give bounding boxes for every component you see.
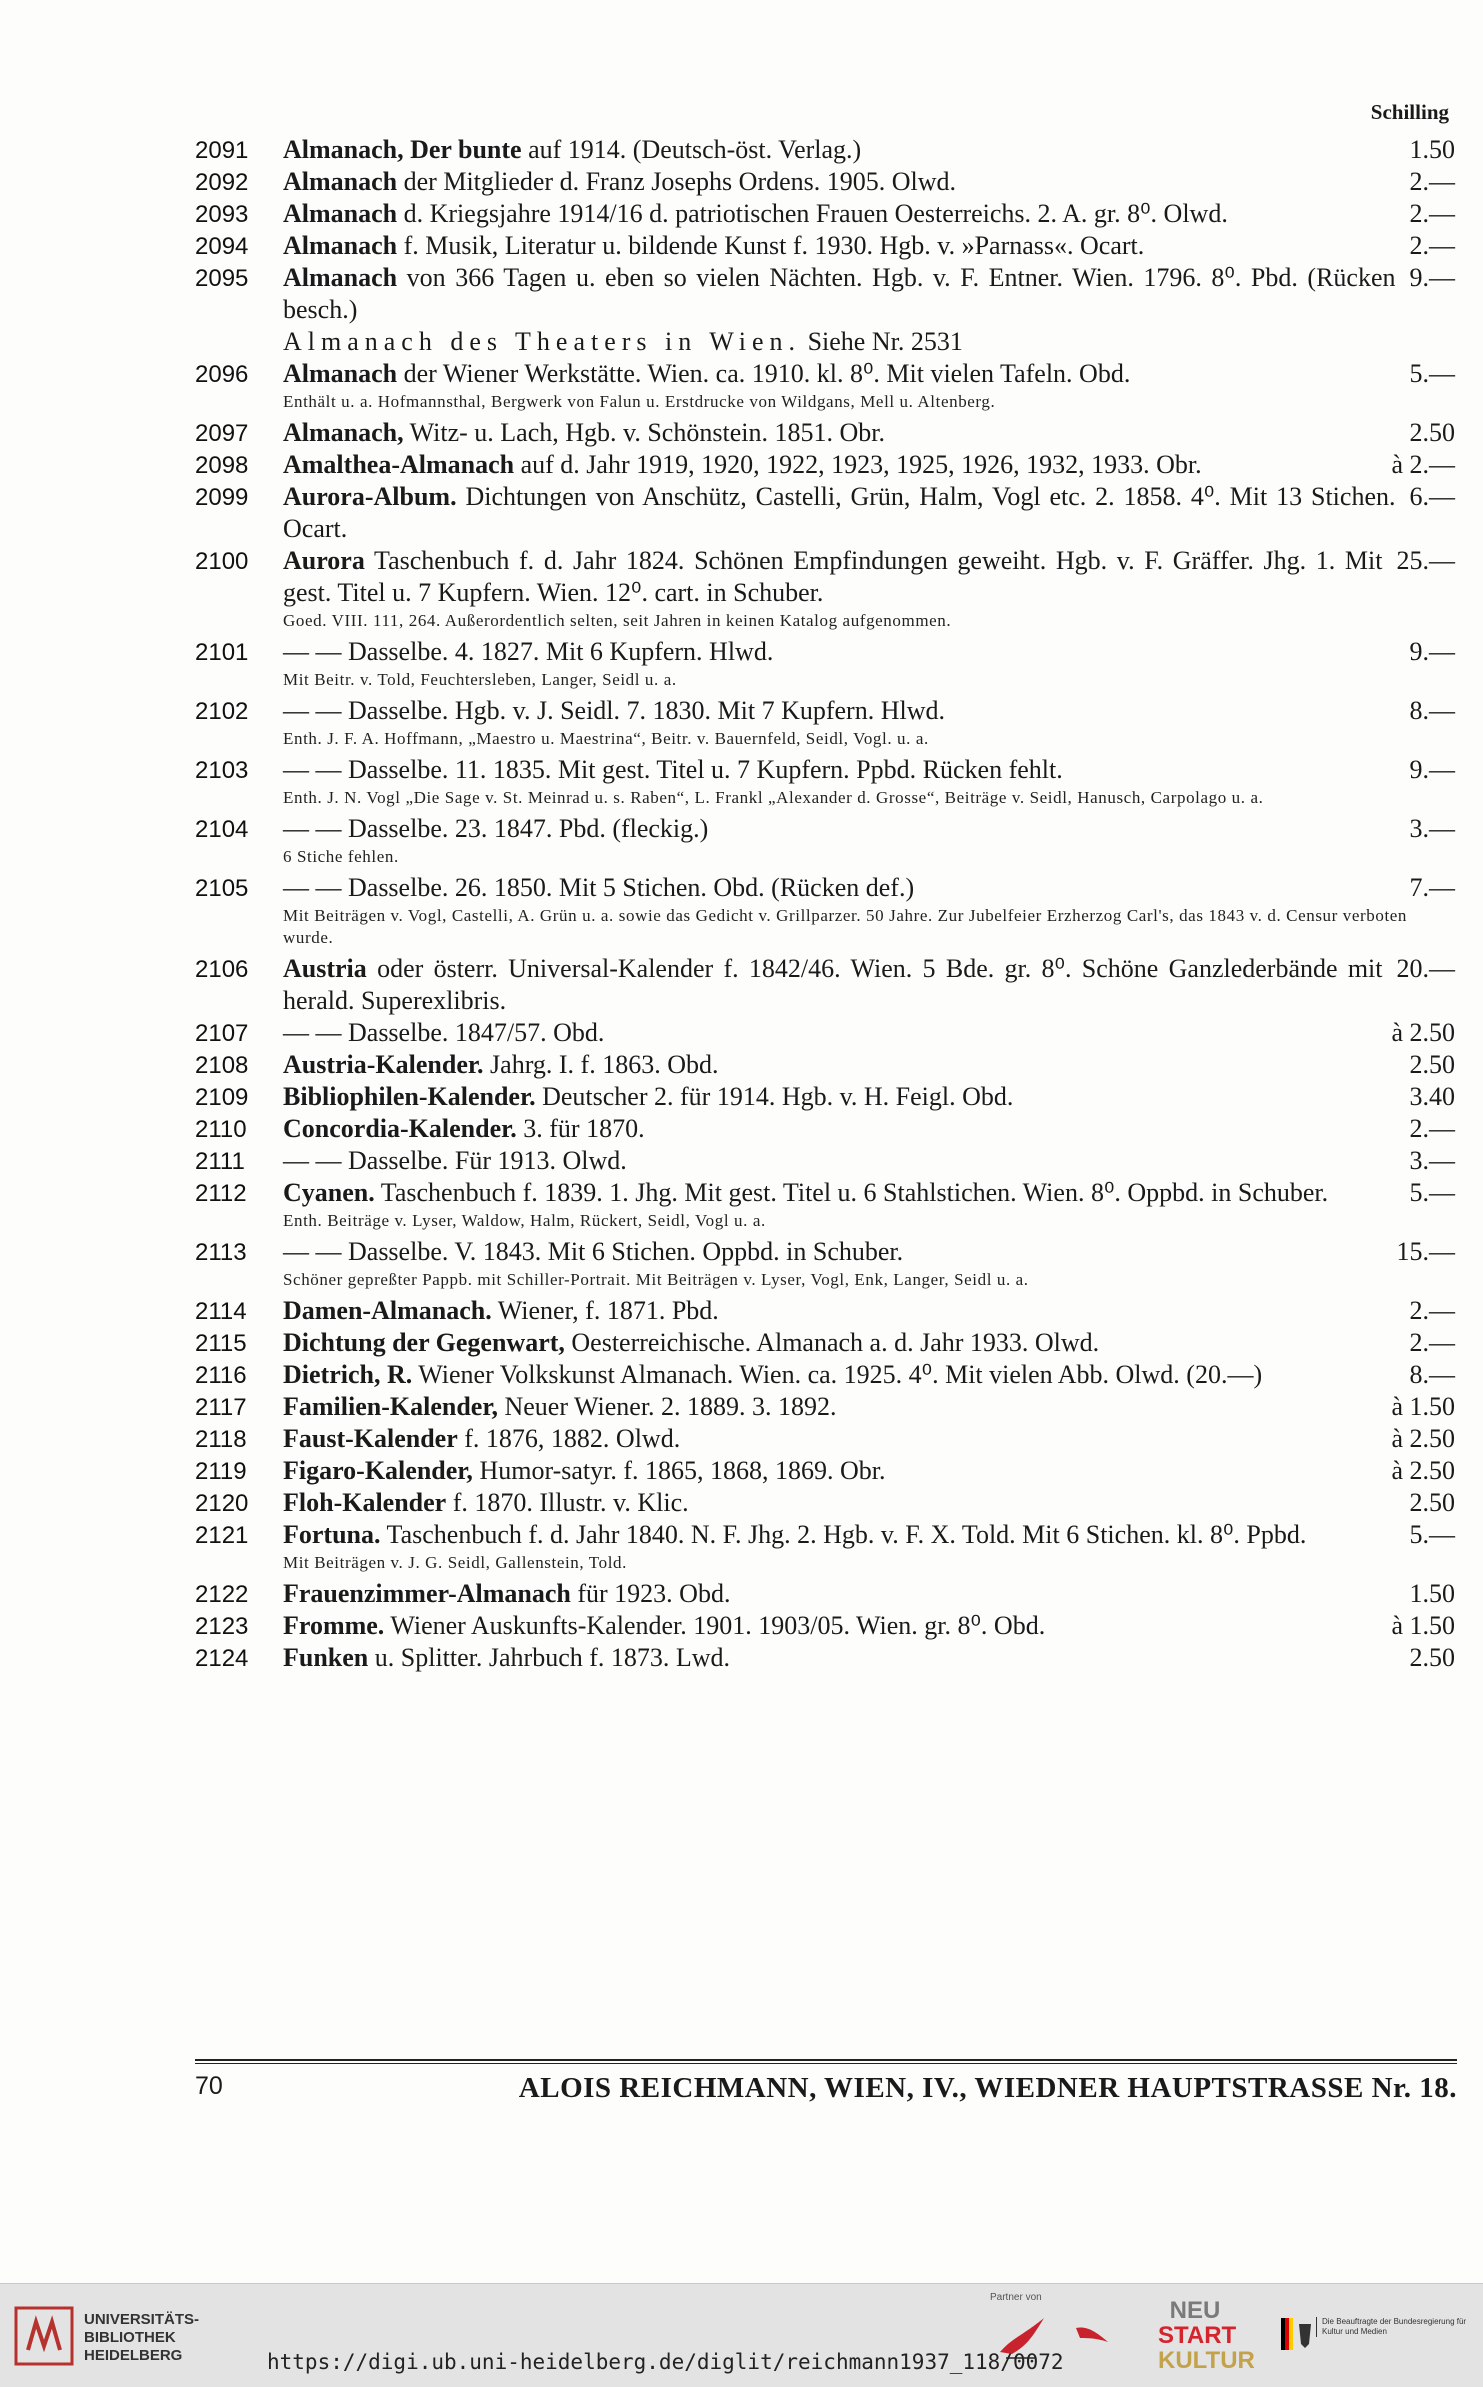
entry-price: 2.—	[1409, 1328, 1455, 1357]
catalog-entry	[195, 1455, 1455, 1487]
entry-price: à 1.50	[1391, 1611, 1455, 1640]
entry-text: u. Splitter. Jahrbuch f. 1873. Lwd.	[368, 1643, 731, 1672]
entry-description	[283, 1236, 1455, 1268]
entry-price: 5.—	[1409, 359, 1455, 388]
entry-text: oder österr. Universal-Kalender f. 1842/46. Wien. 5 Bde. gr. 8⁰. Schöne Ganzlederbände mit herald. Superexlibris.	[283, 954, 1383, 1015]
catalog-entry	[195, 1113, 1455, 1145]
entry-price: 2.—	[1409, 1114, 1455, 1143]
entry-price: à 2.50	[1391, 1424, 1455, 1453]
entry-number: 2099	[195, 484, 249, 511]
entry-title: Concordia-Kalender.	[283, 1114, 517, 1143]
entry-title: Almanach	[283, 199, 398, 228]
entry-text: auf d. Jahr 1919, 1920, 1922, 1923, 1925, 1926, 1932, 1933. Obr.	[514, 450, 1202, 479]
entry-text: Neuer Wiener. 2. 1889. 3. 1892.	[497, 1392, 837, 1421]
catalog-entry	[195, 1359, 1455, 1391]
catalog-entry	[195, 754, 1455, 809]
catalog-entry	[195, 1578, 1455, 1610]
entry-text: Oesterreichische. Almanach a. d. Jahr 1933. Olwd.	[564, 1328, 1100, 1357]
page-number: 70	[195, 2072, 223, 2100]
entry-text: der Wiener Werkstätte. Wien. ca. 1910. kl. 8⁰. Mit vielen Tafeln. Obd.	[397, 359, 1131, 388]
entry-note: Schöner gepreßter Pappb. mit Schiller-Portrait. Mit Beiträgen v. Lyser, Vogl, Enk, Langer, Seidl u. a.	[283, 1270, 1029, 1289]
entry-price: 15.—	[1396, 1237, 1455, 1266]
catalog-entry	[195, 1017, 1455, 1049]
entry-description	[283, 1327, 1455, 1359]
entry-body	[283, 198, 1455, 230]
entry-title: Amalthea-Almanach	[283, 450, 515, 479]
entry-note: Goed. VIII. 111, 264. Außerordentlich selten, seit Jahren in keinen Katalog aufgenommen.	[283, 611, 952, 630]
entry-description	[283, 1359, 1455, 1391]
entry-body	[283, 1642, 1455, 1674]
entry-number: 2118	[195, 1426, 247, 1453]
entry-description	[283, 262, 1455, 326]
entry-description	[283, 1177, 1455, 1209]
entry-price: 2.—	[1409, 199, 1455, 228]
entry-body	[283, 545, 1455, 632]
federal-eagle-icon	[1277, 2314, 1317, 2354]
entry-text: Taschenbuch f. d. Jahr 1824. Schönen Empfindungen geweiht. Hgb. v. F. Gräffer. Jhg. 1. Mit gest. Titel u. 7 Kupfern. Wien. 12⁰. cart. in Schuber.	[283, 546, 1383, 607]
entry-body	[283, 1359, 1455, 1391]
entry-price: 2.—	[1409, 231, 1455, 260]
entry-number: 2111	[195, 1148, 245, 1175]
entry-text: f. 1876, 1882. Olwd.	[457, 1424, 681, 1453]
entry-price: 5.—	[1409, 1178, 1455, 1207]
entry-text: — — Dasselbe. 4. 1827. Mit 6 Kupfern. Hlwd.	[283, 637, 774, 666]
entry-description	[283, 754, 1455, 786]
entry-description	[283, 1081, 1455, 1113]
entry-body	[283, 813, 1455, 868]
catalog-entry	[195, 1487, 1455, 1519]
entry-number: 2098	[195, 452, 249, 479]
entry-number: 2116	[195, 1362, 247, 1389]
running-head: Schilling	[1370, 100, 1449, 124]
entry-title: Almanach	[283, 359, 398, 388]
catalog-entry	[195, 1295, 1455, 1327]
entry-title: Frauenzimmer-Almanach	[283, 1579, 571, 1608]
entry-body	[283, 1177, 1455, 1232]
entry-number: 2097	[195, 420, 249, 447]
entry-price: à 2.50	[1391, 1456, 1455, 1485]
entry-note: Enth. J. N. Vogl „Die Sage v. St. Meinrad u. s. Raben“, L. Frankl „Alexander d. Grosse“, Beiträge v. Seidl, Hanusch, Carpolago u. a.	[283, 788, 1264, 807]
entry-body	[283, 1519, 1455, 1574]
entry-title: Damen-Almanach.	[283, 1296, 492, 1325]
entry-body	[283, 1145, 1455, 1177]
entry-body	[283, 358, 1455, 413]
entry-body	[283, 1327, 1455, 1359]
entry-text: Wiener Auskunfts-Kalender. 1901. 1903/05. Wien. gr. 8⁰. Obd.	[384, 1611, 1046, 1640]
catalog-entry	[195, 1642, 1455, 1674]
entry-body	[283, 1455, 1455, 1487]
entry-number: 2121	[195, 1522, 249, 1549]
catalog-entry	[195, 636, 1455, 691]
entry-price: 2.50	[1409, 418, 1455, 447]
entry-description	[283, 813, 1455, 845]
entry-description	[283, 358, 1455, 390]
entry-number: 2108	[195, 1052, 249, 1079]
entry-number: 2100	[195, 548, 249, 575]
entry-number: 2123	[195, 1613, 249, 1640]
publisher-address: ALOIS REICHMANN, WIEN, IV., WIEDNER HAUPTSTRASSE Nr. 18.	[518, 2072, 1457, 2104]
entry-number: 2093	[195, 201, 249, 228]
entry-number: 2092	[195, 169, 249, 196]
entry-title: Floh-Kalender	[283, 1488, 447, 1517]
catalog-entry	[195, 198, 1455, 230]
entry-price: 9.—	[1409, 263, 1455, 292]
catalog-entry	[195, 481, 1455, 545]
entry-number: 2107	[195, 1020, 249, 1047]
entry-number: 2115	[195, 1330, 247, 1357]
entry-body	[283, 449, 1455, 481]
catalog-entry	[195, 1423, 1455, 1455]
entry-price: à 2.50	[1391, 1018, 1455, 1047]
entry-body	[283, 1578, 1455, 1610]
entry-body	[283, 1081, 1455, 1113]
entry-number: 2095	[195, 265, 249, 292]
entry-text: Deutscher 2. für 1914. Hgb. v. H. Feigl. Obd.	[535, 1082, 1014, 1111]
entry-title: Aurora-Album.	[283, 482, 457, 511]
entry-price: 1.50	[1409, 1579, 1455, 1608]
entry-text: Humor-satyr. f. 1865, 1868, 1869. Obr.	[472, 1456, 886, 1485]
entry-text: — — Dasselbe. 11. 1835. Mit gest. Titel u. 7 Kupfern. Ppbd. Rücken fehlt.	[283, 755, 1063, 784]
entry-description	[283, 198, 1455, 230]
entry-body	[283, 1113, 1455, 1145]
entry-title: Almanach,	[283, 418, 404, 447]
entry-description	[283, 481, 1455, 545]
entry-title: Familien-Kalender,	[283, 1392, 498, 1421]
entry-body	[283, 230, 1455, 262]
entry-title: Figaro-Kalender,	[283, 1456, 473, 1485]
footer-rule	[195, 2059, 1457, 2061]
entry-body	[283, 636, 1455, 691]
entry-description	[283, 695, 1455, 727]
entry-description	[283, 1455, 1455, 1487]
neustart-kultur-logo: NEU START KULTUR	[1158, 2297, 1255, 2374]
entry-body	[283, 1610, 1455, 1642]
entry-note: Enthält u. a. Hofmannsthal, Bergwerk von Falun u. Erstdrucke von Wildgans, Mell u. Altenberg.	[283, 392, 996, 411]
catalog-entry	[195, 1610, 1455, 1642]
entry-price: 25.—	[1396, 546, 1455, 575]
entry-number: 2120	[195, 1490, 249, 1517]
entry-text: 3. für 1870.	[516, 1114, 645, 1143]
entry-note: 6 Stiche fehlen.	[283, 847, 399, 866]
bird-small-icon	[1070, 2308, 1114, 2368]
catalog-entry	[195, 953, 1455, 1017]
entry-text: Siehe Nr. 2531	[801, 327, 963, 356]
entry-note: Enth. J. F. A. Hoffmann, „Maestro u. Maestrina“, Beitr. v. Bauernfeld, Seidl, Vogl. u. a.	[283, 729, 929, 748]
entry-price: 9.—	[1409, 637, 1455, 666]
entry-description	[283, 326, 1455, 358]
entry-body	[283, 262, 1455, 326]
entry-number: 2113	[195, 1239, 247, 1266]
entry-price: 7.—	[1409, 873, 1455, 902]
entry-text: — — Dasselbe. V. 1843. Mit 6 Stichen. Oppbd. in Schuber.	[283, 1237, 904, 1266]
catalog-entry	[195, 1236, 1455, 1291]
entry-number: 2112	[195, 1180, 247, 1207]
entry-description	[283, 1642, 1455, 1674]
entry-price: 1.50	[1409, 135, 1455, 164]
entry-price: 2.—	[1409, 1296, 1455, 1325]
entry-text: von 366 Tagen u. eben so vielen Nächten. Hgb. v. F. Entner. Wien. 1796. 8⁰. Pbd. (Rücken besch.)	[283, 263, 1396, 324]
entry-description	[283, 872, 1455, 904]
entry-title: Fromme.	[283, 1611, 385, 1640]
entry-price: à 2.—	[1391, 450, 1455, 479]
entry-title: Almanach, Der bunte	[283, 135, 522, 164]
entry-body	[283, 1295, 1455, 1327]
entry-price: 9.—	[1409, 755, 1455, 784]
entry-note: Enth. Beiträge v. Lyser, Waldow, Halm, Rückert, Seidl, Vogl u. a.	[283, 1211, 766, 1230]
entry-body	[283, 953, 1455, 1017]
entry-text: der Mitglieder d. Franz Josephs Ordens. 1905. Olwd.	[397, 167, 957, 196]
entry-price: 3.40	[1409, 1082, 1455, 1111]
catalog-entry	[195, 166, 1455, 198]
entry-description	[283, 1145, 1455, 1177]
entry-body	[283, 695, 1455, 750]
entry-body	[283, 1423, 1455, 1455]
entry-title: Funken	[283, 1643, 369, 1672]
entry-price: 3.—	[1409, 1146, 1455, 1175]
entry-price: 2.50	[1409, 1050, 1455, 1079]
entry-number: 2117	[195, 1394, 247, 1421]
entry-text: Taschenbuch f. 1839. 1. Jhg. Mit gest. Titel u. 6 Stahlstichen. Wien. 8⁰. Oppbd. in Schuber.	[374, 1178, 1329, 1207]
entry-number: 2110	[195, 1116, 247, 1143]
catalog-entry	[195, 1391, 1455, 1423]
federal-commissioner-label: Die Beauftragte der Bundesregierung für Kultur und Medien	[1316, 2317, 1482, 2337]
entry-description	[283, 1578, 1455, 1610]
catalog-entry	[195, 1327, 1455, 1359]
entry-price: 2.50	[1409, 1488, 1455, 1517]
entry-number: 2114	[195, 1298, 247, 1325]
partner-label: Partner von	[990, 2292, 1042, 2303]
entry-description	[283, 1423, 1455, 1455]
entry-title: Bibliophilen-Kalender.	[283, 1082, 536, 1111]
entry-price: 6.—	[1409, 482, 1455, 511]
entry-number: 2094	[195, 233, 249, 260]
entry-body	[283, 1049, 1455, 1081]
entry-description	[283, 134, 1455, 166]
entry-description	[283, 636, 1455, 668]
entry-title: Dichtung der Gegenwart,	[283, 1328, 565, 1357]
entry-text: f. Musik, Literatur u. bildende Kunst f. 1930. Hgb. v. »Parnass«. Ocart.	[397, 231, 1145, 260]
entry-description	[283, 417, 1455, 449]
entry-body	[283, 326, 1455, 358]
entry-text: auf 1914. (Deutsch-öst. Verlag.)	[521, 135, 862, 164]
entry-price: 2.—	[1409, 167, 1455, 196]
entry-number: 2091	[195, 137, 249, 164]
entry-title: Almanach	[283, 231, 398, 260]
entry-description	[283, 1610, 1455, 1642]
entry-number: 2101	[195, 639, 249, 666]
entry-text: d. Kriegsjahre 1914/16 d. patriotischen Frauen Oesterreichs. 2. A. gr. 8⁰. Olwd.	[397, 199, 1228, 228]
entry-title: Almanach	[283, 167, 398, 196]
entry-body	[283, 1391, 1455, 1423]
catalog-entry	[195, 1177, 1455, 1232]
entry-number: 2109	[195, 1084, 249, 1111]
source-url-link[interactable]: https://digi.ub.uni-heidelberg.de/diglit/reichmann1937_118/0072	[267, 2350, 1064, 2374]
entry-title: Aurora	[283, 546, 365, 575]
entry-text: — — Dasselbe. Hgb. v. J. Seidl. 7. 1830. Mit 7 Kupfern. Hlwd.	[283, 696, 945, 725]
catalog-entry	[195, 1049, 1455, 1081]
catalog-entry	[195, 872, 1455, 949]
entry-price: à 1.50	[1391, 1392, 1455, 1421]
entry-body	[283, 1487, 1455, 1519]
entry-body	[283, 1236, 1455, 1291]
entry-text: Dichtungen von Anschütz, Castelli, Grün, Halm, Vogl etc. 2. 1858. 4⁰. Mit 13 Stichen. Ocart.	[283, 482, 1396, 543]
entry-title: Fortuna.	[283, 1520, 381, 1549]
catalog-entry	[195, 1081, 1455, 1113]
entry-text: — — Dasselbe. Für 1913. Olwd.	[283, 1146, 627, 1175]
entry-description	[283, 545, 1455, 609]
footer-rule-thin	[195, 2063, 1457, 2064]
entry-body	[283, 134, 1455, 166]
entry-description	[283, 1487, 1455, 1519]
university-seal-icon	[14, 2306, 74, 2366]
catalog-entry	[195, 262, 1455, 326]
entry-text: — — Dasselbe. 23. 1847. Pbd. (fleckig.)	[283, 814, 709, 843]
entry-description	[283, 1391, 1455, 1423]
entry-text: Taschenbuch f. d. Jahr 1840. N. F. Jhg. 2. Hgb. v. F. X. Told. Mit 6 Stichen. kl. 8⁰. Ppbd.	[380, 1520, 1307, 1549]
catalog-entry	[195, 326, 1455, 358]
entry-description	[283, 449, 1455, 481]
entry-text: — — Dasselbe. 26. 1850. Mit 5 Stichen. Obd. (Rücken def.)	[283, 873, 915, 902]
entry-number: 2104	[195, 816, 249, 843]
entry-title: Almanach	[283, 263, 398, 292]
entry-description	[283, 1295, 1455, 1327]
entry-title: Cyanen.	[283, 1178, 375, 1207]
entry-text: f. 1870. Illustr. v. Klic.	[446, 1488, 689, 1517]
catalog-entry	[195, 358, 1455, 413]
catalog-entry	[195, 1519, 1455, 1574]
entry-description	[283, 1049, 1455, 1081]
entry-description	[283, 1519, 1455, 1551]
catalog-entry	[195, 813, 1455, 868]
entry-description	[283, 230, 1455, 262]
entry-number: 2096	[195, 361, 249, 388]
entry-description	[283, 166, 1455, 198]
catalog-entry	[195, 695, 1455, 750]
entry-price: 8.—	[1409, 696, 1455, 725]
entry-note: Mit Beitr. v. Told, Feuchtersleben, Langer, Seidl u. a.	[283, 670, 677, 689]
entry-price: 5.—	[1409, 1520, 1455, 1549]
entry-number: 2103	[195, 757, 249, 784]
entry-note: Mit Beiträgen v. Vogl, Castelli, A. Grün u. a. sowie das Gedicht v. Grillparzer. 50 Jahre. Zur Jubelfeier Erzherzog Carl's, das 1843 v. d. Censur verboten wurde.	[283, 906, 1408, 947]
entry-text: Wiener, f. 1871. Pbd.	[491, 1296, 719, 1325]
entry-title: Dietrich, R.	[283, 1360, 413, 1389]
entry-text: für 1923. Obd.	[570, 1579, 731, 1608]
entry-cross-reference: Almanach des Theaters in Wien.	[283, 327, 802, 356]
catalog-entry	[195, 449, 1455, 481]
entry-text: Witz- u. Lach, Hgb. v. Schönstein. 1851. Obr.	[403, 418, 885, 447]
catalog-entry	[195, 230, 1455, 262]
entry-body	[283, 481, 1455, 545]
entry-price: 3.—	[1409, 814, 1455, 843]
entry-body	[283, 166, 1455, 198]
entry-number: 2122	[195, 1581, 249, 1608]
entry-body	[283, 872, 1455, 949]
entry-description	[283, 953, 1455, 1017]
entry-number: 2105	[195, 875, 249, 902]
entry-title: Faust-Kalender	[283, 1424, 458, 1453]
entry-number: 2119	[195, 1458, 247, 1485]
catalog-entry	[195, 134, 1455, 166]
entry-number: 2124	[195, 1645, 249, 1672]
entry-number: 2102	[195, 698, 249, 725]
entry-description	[283, 1017, 1455, 1049]
entry-price: 20.—	[1396, 954, 1455, 983]
entry-price: 8.—	[1409, 1360, 1455, 1389]
entry-description	[283, 1113, 1455, 1145]
entry-text: — — Dasselbe. 1847/57. Obd.	[283, 1018, 605, 1047]
university-library-name: UNIVERSITÄTS- BIBLIOTHEK HEIDELBERG	[84, 2311, 200, 2364]
entry-text: Jahrg. I. f. 1863. Obd.	[483, 1050, 719, 1079]
catalog-list	[195, 134, 1455, 1674]
entry-body	[283, 1017, 1455, 1049]
entry-body	[283, 754, 1455, 809]
entry-note: Mit Beiträgen v. J. G. Seidl, Gallenstein, Told.	[283, 1553, 627, 1572]
entry-text: Wiener Volkskunst Almanach. Wien. ca. 1925. 4⁰. Mit vielen Abb. Olwd. (20.—)	[412, 1360, 1263, 1389]
catalog-entry	[195, 1145, 1455, 1177]
entry-price: 2.50	[1409, 1643, 1455, 1672]
entry-title: Austria	[283, 954, 367, 983]
entry-number: 2106	[195, 956, 249, 983]
entry-title: Austria-Kalender.	[283, 1050, 484, 1079]
entry-body	[283, 417, 1455, 449]
catalog-entry	[195, 545, 1455, 632]
catalog-entry	[195, 417, 1455, 449]
